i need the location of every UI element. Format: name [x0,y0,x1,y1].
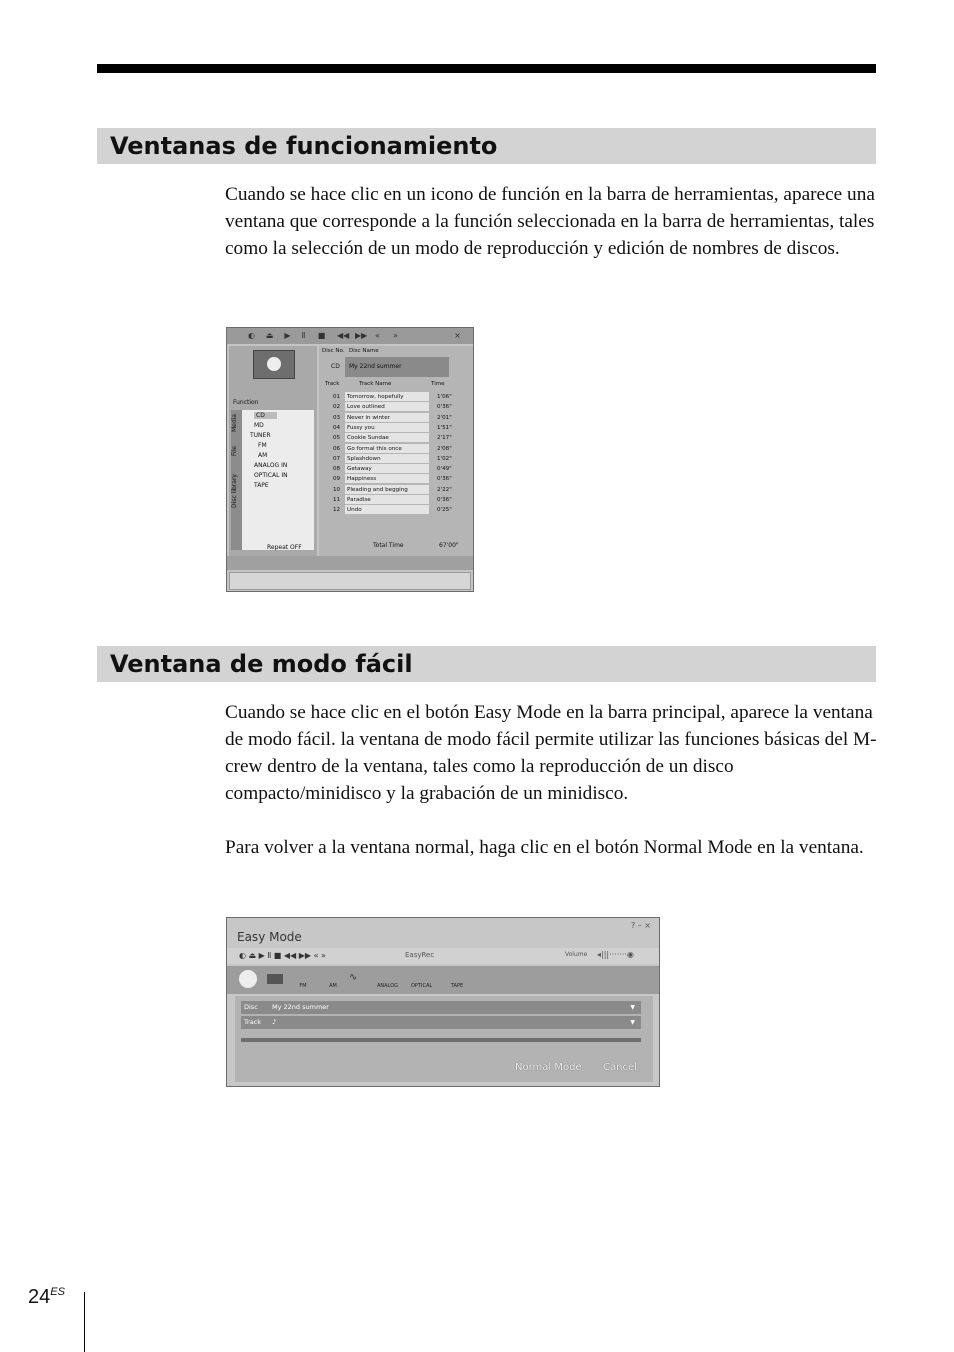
table-row[interactable] [323,474,471,484]
table-row[interactable] [323,444,471,454]
track-name: Paradise [345,495,429,504]
md-icon [267,974,283,984]
track-label: Track [244,1018,262,1026]
track-panel [319,346,473,556]
table-row[interactable] [323,454,471,464]
page-number [28,1286,65,1309]
function-item: TUNER [250,432,271,439]
tape-icon: TAPE [450,983,464,989]
section-heading-operation-windows: Ventanas de funcionamiento [97,128,876,164]
transport-icons: ◐ ⏏ ▶ Ⅱ ■ ◀◀ ▶▶ « » [239,951,326,960]
track-time: 2'17" [437,435,452,442]
track-name: Splashdown [345,454,429,463]
operation-window-screenshot [226,327,474,592]
tab-disc-library: Disc library [231,474,238,508]
track-time: 0'36" [437,404,452,411]
track-name: Cookie Sundae [345,433,429,442]
col-track: Track [325,381,340,387]
section-body-easy-mode-2: Para volver a la ventana normal, haga clic en el botón Normal Mode en la ventana. [225,837,864,858]
total-time: 67'00" [439,542,459,549]
table-row[interactable] [323,392,471,402]
source-icons-bar [227,966,659,994]
table-row[interactable] [323,433,471,443]
waveform-icon: ∿ [349,972,358,983]
repeat-label: Repeat OFF [267,544,302,551]
note-icon: ♪ [272,1018,277,1026]
disc-image [253,350,295,379]
track-time: 0'49" [437,466,452,473]
progress-bar [241,1038,641,1042]
function-item: CD [254,412,277,419]
table-row[interactable] [323,485,471,495]
function-item: TAPE [254,482,269,489]
total-time-label: Total Time [373,542,404,549]
track-row [241,1016,641,1029]
disc-name: My 22nd summer [349,363,402,370]
close-icon: ? – × [630,921,651,930]
vertical-tabs [231,410,242,550]
cancel-button: Cancel [603,1062,637,1073]
function-label: Function [233,399,259,406]
function-item: AM [258,452,268,459]
track-name: Tomorrow, hopefully [345,392,429,401]
track-time: 2'08" [437,445,452,452]
stop-icon: ■ [317,331,326,340]
top-rule [97,64,876,73]
track-name: Getaway [345,464,429,473]
table-row[interactable] [323,423,471,433]
disc-row [241,1001,641,1014]
track-name: Never in winter [345,413,429,422]
track-number: 05 [333,435,341,442]
next-icon: ▶▶ [355,331,368,340]
volume-label: Volume [565,951,588,958]
col-track-name: Track Name [359,381,392,387]
track-name: Pleading and begging [345,485,429,494]
function-list [242,410,314,550]
bottom-panel [229,572,471,590]
track-number: 06 [333,445,341,452]
easy-rec-label: EasyRec [405,951,435,959]
disc-name-label: Disc Name [349,348,379,354]
volume-slider-icon: ◂|||·······◉ [597,950,634,959]
table-row[interactable] [323,413,471,423]
status-bar [227,556,473,570]
section-body-operation-windows: Cuando se hace clic en un icono de función en la barra de herramientas, aparece una ventana que corresponde a la función seleccionada en la barra de herramientas, tales como la selección de un modo de reproducción y edición de nombres de discos. [225,184,875,259]
cd-icon [239,970,257,988]
easy-mode-title: Easy Mode [237,930,302,944]
tab-media: Media [231,414,238,433]
track-number: 04 [333,424,341,431]
track-number: 03 [333,414,341,421]
disc-name-box [345,357,449,377]
table-row[interactable] [323,402,471,412]
prev-icon: ◀◀ [337,331,350,340]
track-number: 02 [333,404,341,411]
optical-icon: OPTICAL [411,983,433,989]
col-time: Time [431,381,445,387]
track-number: 11 [333,497,341,503]
track-name: Go formal this once [345,444,429,453]
chevron-down-icon: ▼ [630,1019,635,1026]
track-time: 2'22" [437,486,452,493]
track-name: Undo [345,505,429,514]
eject-icon: ⏏ [265,331,274,340]
track-time: 0'36" [437,476,452,483]
chevron-down-icon: ▼ [630,1004,635,1011]
function-panel [229,346,317,556]
table-row[interactable] [323,464,471,474]
track-number: 01 [333,394,341,400]
track-time: 1'02" [437,455,452,462]
page-number-value: 24 [28,1286,51,1308]
track-time: 1'06" [437,394,452,400]
track-time: 2'01" [437,414,452,421]
disc-no-label: Disc No. [322,348,345,354]
control-bar [227,948,659,964]
forward-icon: » [393,331,398,340]
fm-icon: FM [299,983,307,989]
track-time: 0'25" [437,507,452,514]
table-row[interactable] [323,505,471,515]
pause-icon: Ⅱ [301,331,306,340]
folio-rule [84,1292,85,1352]
am-icon: AM [329,983,337,989]
easy-mode-screenshot [226,917,660,1087]
track-name: Happiness [345,474,429,483]
function-item: OPTICAL IN [254,472,288,479]
repeat-icon: ◐ [248,331,255,340]
track-number: 09 [333,476,341,483]
track-number: 07 [333,455,341,462]
function-item: FM [258,442,267,449]
rewind-icon: « [375,331,380,340]
disc-type: CD [331,363,340,370]
track-number: 12 [333,507,341,514]
track-name: Love outlined [345,402,429,411]
tab-file: File [231,446,238,457]
toolbar [227,328,473,344]
normal-mode-button: Normal Mode [515,1062,582,1073]
disc-value: My 22nd summer [272,1003,329,1011]
section-heading-easy-mode: Ventana de modo fácil [97,646,876,682]
function-item: ANALOG IN [254,462,288,469]
play-icon: ▶ [284,331,291,340]
track-number: 08 [333,466,341,473]
table-row[interactable] [323,495,471,505]
section-body-easy-mode: Cuando se hace clic en el botón Easy Mode en la barra principal, aparece la ventana de modo fácil. la ventana de modo fácil permite utilizar las funciones básicas del M-crew dentro de la ventana, tales como la reproducción de un disco compacto/minidisco y la grabación de un minidisco. [225,702,877,804]
window-controls-icon: × [454,331,461,340]
track-time: 0'36" [437,497,452,503]
analog-icon: ANALOG [377,983,398,989]
track-name: Fussy you [345,423,429,432]
track-number: 10 [333,486,341,493]
page-number-suffix: ES [50,1286,65,1298]
easy-mode-panel [235,996,653,1082]
track-time: 1'51" [437,424,452,431]
function-item: MD [254,422,264,429]
disc-label: Disc [244,1003,258,1011]
